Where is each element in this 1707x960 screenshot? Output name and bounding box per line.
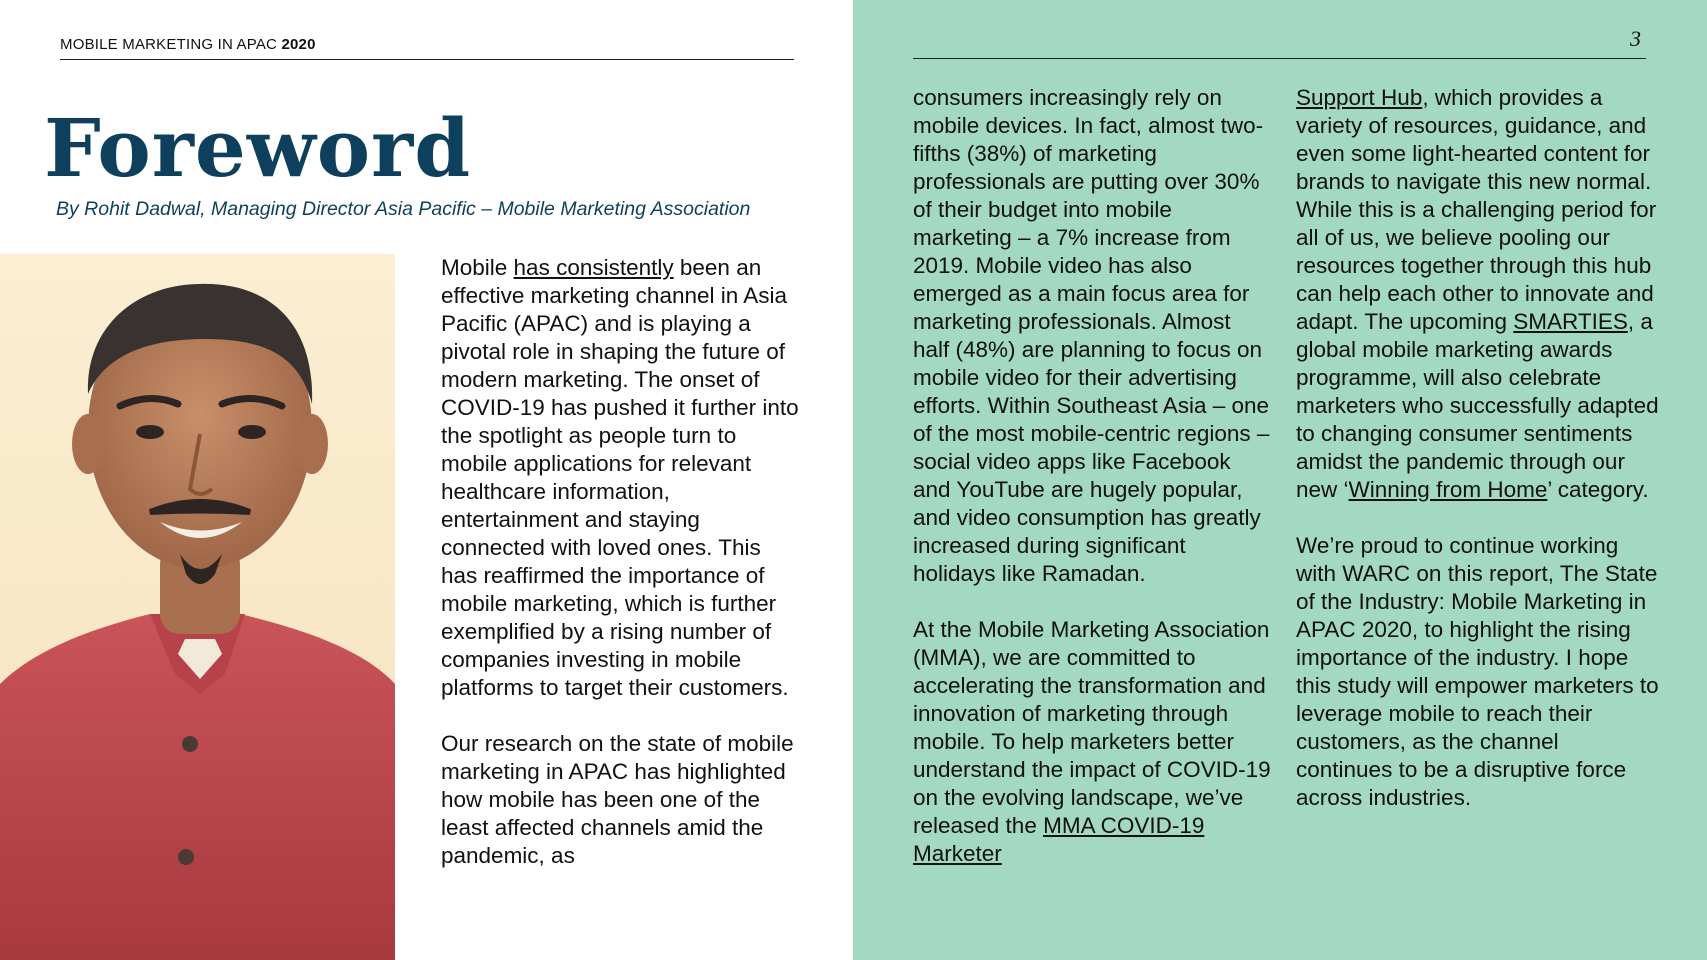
page-number: 3 xyxy=(1630,26,1641,51)
running-year: 2020 xyxy=(281,36,316,53)
text-run: , a global mobile marketing awards programme, will also celebrate marketers who successfully adapted to changing consumer sentiments amidst the pandemic through our new ‘ xyxy=(1296,309,1659,502)
text-run: been an effective marketing channel in Asia Pacific (APAC) and is playing a pivotal role in shaping the future of modern marketing. The onset of COVID-19 has pushed it further into the spotlight as people turn to mobile applications for relevant healthcare information, entertainment and staying connected with loved ones. This has reaffirmed the importance of mobile marketing, which is further exemplified by a rising number of companies investing in mobile platforms to target their customers. xyxy=(441,255,799,700)
running-header xyxy=(60,36,794,60)
text-run: Mobile xyxy=(441,255,514,280)
paragraph-intro xyxy=(441,254,801,702)
paragraph-support-hub xyxy=(1296,84,1660,504)
portrait-photo xyxy=(0,254,395,960)
header-rule xyxy=(913,58,1646,59)
page-title: Foreword xyxy=(44,101,472,195)
link-support-hub[interactable]: Support Hub xyxy=(1296,85,1423,110)
paragraph-warc: We’re proud to continue working with WARC on this report, The State of the Industry: Mobile Marketing in APAC 2020, to highlight the rising importance of the industry. I hope this study will empower marketers to leverage mobile to reach their customers, as the channel continues to be a disruptive force across industries. xyxy=(1296,533,1659,810)
text-column-1 xyxy=(441,254,801,898)
text-column-3 xyxy=(1296,84,1660,840)
text-column-2 xyxy=(913,84,1273,896)
byline: By Rohit Dadwal, Managing Director Asia Pacific – Mobile Marketing Association xyxy=(56,198,751,220)
paragraph-consumers: consumers increasingly rely on mobile devices. In fact, almost two-fifths (38%) of marketing professionals are putting over 30% of their budget into mobile marketing – a 7% increase from 2019. Mobile video has also emerged as a main focus area for marketing professionals. Almost half (48%) are planning to focus on mobile video for their advertising efforts. Within Southeast Asia – one of the most mobile-centric regions – social video apps like Facebook and YouTube are hugely popular, and video consumption has greatly increased during significant holidays like Ramadan. xyxy=(913,85,1270,586)
portrait-illustration xyxy=(0,254,395,960)
text-run: At the Mobile Marketing Association (MMA), we are committed to accelerating the transformation and innovation of marketing through mobile. To help marketers better understand the impact of COVID-19 on the evolving landscape, we’ve released the xyxy=(913,617,1271,838)
running-title: MOBILE MARKETING IN APAC xyxy=(60,36,278,53)
text-run: , which provides a variety of resources, guidance, and even some light-hearted content for brands to navigate this new normal. While this is a challenging period for all of us, we believe pooling our resources together through this hub can help each other to innovate and adapt. The upcoming xyxy=(1296,85,1657,334)
link-has-consistently[interactable]: has consistently xyxy=(513,255,674,280)
text-run: ’ category. xyxy=(1547,477,1649,502)
paragraph-research: Our research on the state of mobile marketing in APAC has highlighted how mobile has been one of the least affected channels amid the pandemic, as xyxy=(441,731,794,868)
paragraph-mma xyxy=(913,616,1273,868)
link-winning-from-home[interactable]: Winning from Home xyxy=(1348,477,1548,502)
link-smarties[interactable]: SMARTIES xyxy=(1513,309,1628,334)
link-mma-covid-hub[interactable]: MMA COVID-19 Marketer xyxy=(913,813,1205,866)
